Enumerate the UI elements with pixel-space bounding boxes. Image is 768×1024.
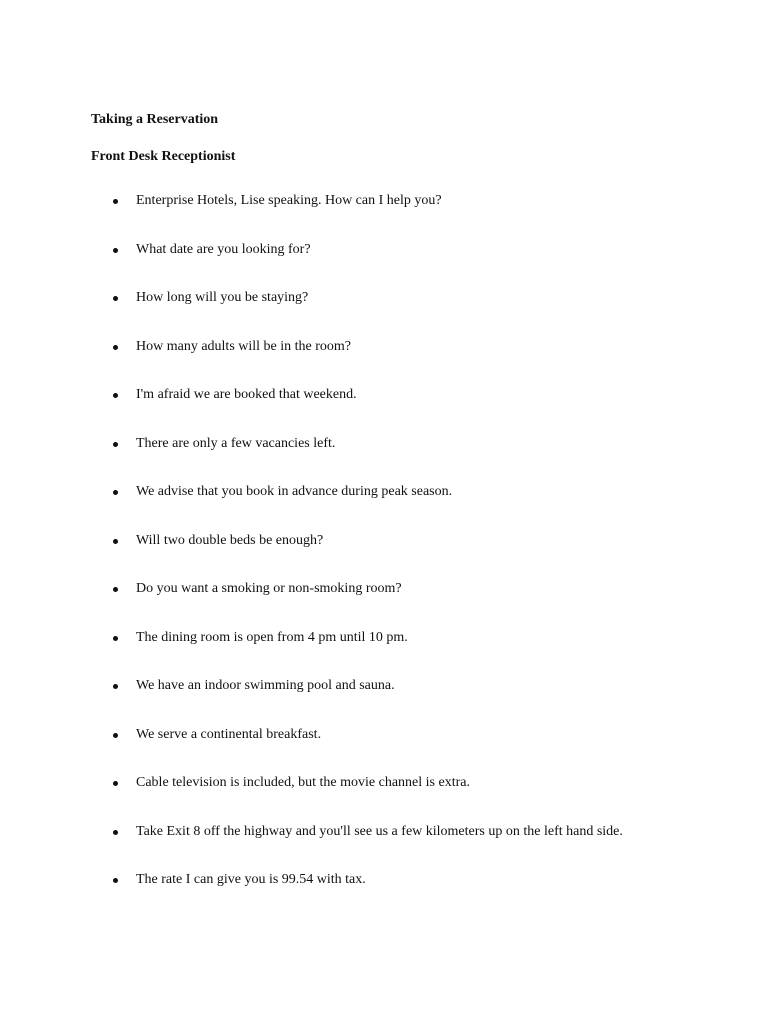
list-item [0, 677, 768, 726]
list-item-text: We serve a continental breakfast. [136, 726, 322, 742]
list-item-text: How many adults will be in the room? [136, 338, 352, 354]
list-item [0, 289, 768, 338]
bullet-icon [113, 539, 118, 544]
bullet-icon [113, 248, 118, 253]
phrase-list [0, 192, 768, 920]
bullet-icon [113, 878, 118, 883]
list-item-text: The dining room is open from 4 pm until 10 pm. [136, 629, 408, 645]
bullet-icon [113, 442, 118, 447]
list-item [0, 241, 768, 290]
list-item [0, 338, 768, 387]
list-item [0, 629, 768, 678]
list-item [0, 435, 768, 484]
bullet-icon [113, 296, 118, 301]
bullet-icon [113, 830, 118, 835]
list-item-text: What date are you looking for? [136, 241, 311, 257]
list-item [0, 871, 768, 920]
list-item-text: Do you want a smoking or non-smoking room? [136, 581, 402, 596]
list-item-text: We advise that you book in advance during peak season. [136, 484, 453, 499]
list-item [0, 726, 768, 775]
list-item [0, 386, 768, 435]
bullet-icon [113, 199, 118, 204]
list-item [0, 580, 768, 629]
list-item-text: I'm afraid we are booked that weekend. [136, 387, 357, 402]
bullet-icon [113, 490, 118, 495]
list-item-text: We have an indoor swimming pool and sauna. [136, 678, 395, 693]
bullet-icon [113, 636, 118, 641]
list-item [0, 532, 768, 581]
list-item [0, 483, 768, 532]
list-item [0, 823, 768, 872]
list-item-text: Take Exit 8 off the highway and you'll see us a few kilometers up on the left hand side. [136, 823, 623, 839]
document-subtitle: Front Desk Receptionist [91, 149, 236, 164]
bullet-icon [113, 684, 118, 689]
bullet-icon [113, 587, 118, 592]
list-item [0, 774, 768, 823]
list-item-text: Will two double beds be enough? [136, 532, 324, 548]
list-item-text: Enterprise Hotels, Lise speaking. How can I help you? [136, 193, 442, 208]
list-item-text: There are only a few vacancies left. [136, 435, 336, 451]
list-item [0, 192, 768, 241]
list-item-text: How long will you be staying? [136, 290, 309, 305]
bullet-icon [113, 393, 118, 398]
document-title: Taking a Reservation [91, 112, 219, 127]
list-item-text: Cable television is included, but the movie channel is extra. [136, 775, 470, 790]
bullet-icon [113, 345, 118, 350]
list-item-text: The rate I can give you is 99.54 with tax. [136, 872, 366, 887]
bullet-icon [113, 781, 118, 786]
bullet-icon [113, 733, 118, 738]
